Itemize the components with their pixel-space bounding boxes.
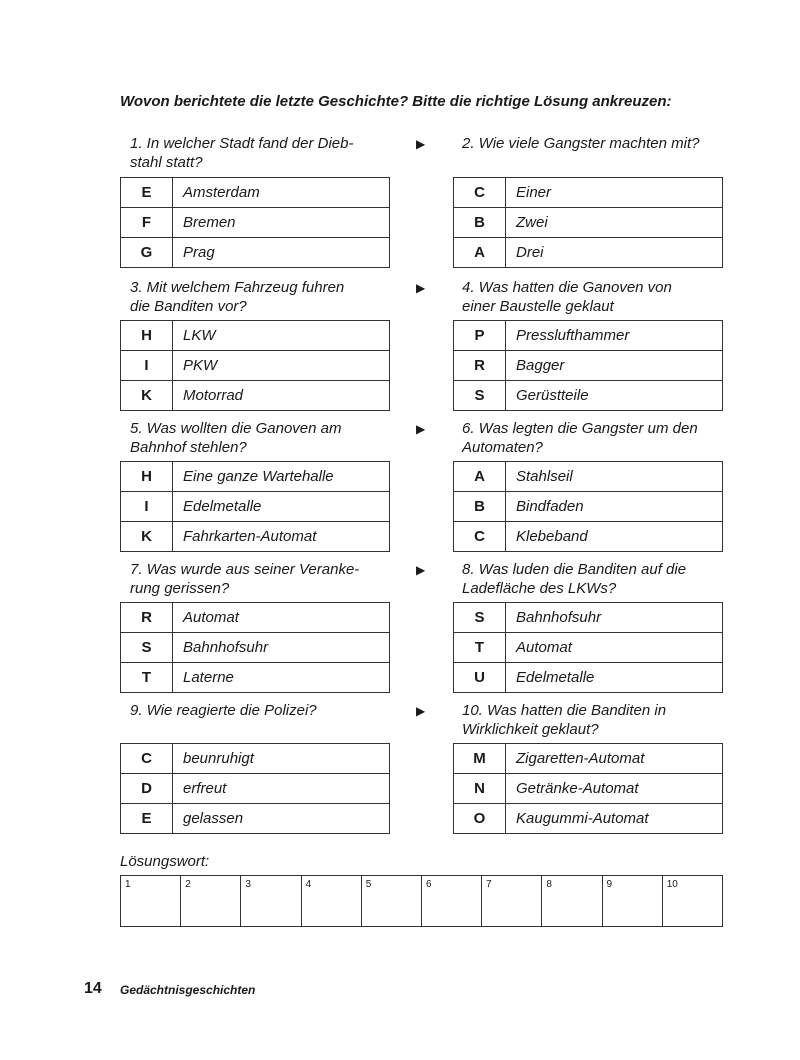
arrow-icon: ▶ [416,137,426,151]
loesungswort-cell[interactable]: 4 [301,876,361,927]
option-letter[interactable]: S [454,603,506,633]
option-letter[interactable]: O [454,804,506,834]
option-row[interactable] [121,208,390,238]
loesungswort-cell[interactable]: 2 [181,876,241,927]
option-letter[interactable]: D [121,774,173,804]
option-row[interactable] [454,381,723,411]
loesungswort-cell[interactable]: 8 [542,876,602,927]
question-1: 1. In welcher Stadt fand der Dieb- stahl statt? [130,135,354,171]
option-answer: Bahnhofsuhr [173,633,390,663]
option-answer: Kaugummi-Automat [506,804,723,834]
option-letter[interactable]: T [121,663,173,693]
option-row[interactable] [121,178,390,208]
option-letter[interactable]: B [454,208,506,238]
option-row[interactable] [454,522,723,552]
option-letter[interactable]: R [121,603,173,633]
option-letter[interactable]: G [121,238,173,268]
option-row[interactable] [121,351,390,381]
option-row[interactable] [121,603,390,633]
question-5: 5. Was wollten die Ganoven am Bahnhof stehlen? [130,420,342,456]
option-answer: PKW [173,351,390,381]
question-10: 10. Was hatten die Banditen in Wirklichkeit geklaut? [462,702,667,738]
options-table-3 [120,320,390,411]
page-heading: Wovon berichtete die letzte Geschichte? Bitte die richtige Lösung ankreuzen: [120,93,672,110]
option-answer: Einer [506,178,723,208]
options-table-9 [120,743,390,834]
options-table-8 [453,602,723,693]
options-table-2 [453,177,723,268]
option-row[interactable] [454,351,723,381]
option-answer: LKW [173,321,390,351]
option-row[interactable] [454,238,723,268]
option-answer: Bremen [173,208,390,238]
option-answer: Eine ganze Wartehalle [173,462,390,492]
option-row[interactable] [121,238,390,268]
option-letter[interactable]: C [454,178,506,208]
option-answer: Getränke-Automat [506,774,723,804]
option-letter[interactable]: U [454,663,506,693]
option-row[interactable] [121,774,390,804]
question-2: 2. Wie viele Gangster machten mit? [462,135,700,152]
option-row[interactable] [454,774,723,804]
options-table-10 [453,743,723,834]
option-letter[interactable]: I [121,351,173,381]
option-answer: Edelmetalle [506,663,723,693]
option-answer: Bahnhofsuhr [506,603,723,633]
option-row[interactable] [454,492,723,522]
option-row[interactable] [121,633,390,663]
option-row[interactable] [121,321,390,351]
option-letter[interactable]: R [454,351,506,381]
option-answer: Motorrad [173,381,390,411]
option-answer: Fahrkarten-Automat [173,522,390,552]
option-answer: Stahlseil [506,462,723,492]
option-letter[interactable]: E [121,804,173,834]
option-letter[interactable]: H [121,321,173,351]
book-title: Gedächtnisgeschichten [120,983,256,997]
option-answer: Edelmetalle [173,492,390,522]
option-row[interactable] [121,492,390,522]
option-letter[interactable]: A [454,462,506,492]
option-row[interactable] [121,663,390,693]
option-answer: Automat [173,603,390,633]
options-table-6 [453,461,723,552]
option-row[interactable] [454,321,723,351]
option-answer: Klebeband [506,522,723,552]
option-letter[interactable]: P [454,321,506,351]
loesungswort-cell[interactable]: 3 [241,876,301,927]
loesungswort-cell[interactable]: 6 [421,876,481,927]
option-letter[interactable]: A [454,238,506,268]
option-answer: Gerüstteile [506,381,723,411]
loesungswort-cell[interactable]: 9 [602,876,662,927]
option-letter[interactable]: F [121,208,173,238]
option-row[interactable] [454,744,723,774]
option-letter[interactable]: S [121,633,173,663]
option-answer: Zwei [506,208,723,238]
option-letter[interactable]: E [121,178,173,208]
option-row[interactable] [121,522,390,552]
option-answer: Presslufthammer [506,321,723,351]
option-row[interactable] [454,663,723,693]
question-6: 6. Was legten die Gangster um den Automaten? [462,420,698,456]
arrow-icon: ▶ [416,281,426,295]
option-row[interactable] [454,804,723,834]
option-row[interactable] [454,208,723,238]
loesungswort-cell[interactable]: 7 [482,876,542,927]
option-answer: Amsterdam [173,178,390,208]
option-row[interactable] [454,633,723,663]
option-row[interactable] [121,744,390,774]
option-letter[interactable]: H [121,462,173,492]
loesungswort-cell[interactable]: 10 [662,876,722,927]
option-letter[interactable]: T [454,633,506,663]
option-row[interactable] [454,462,723,492]
option-row[interactable] [121,804,390,834]
option-letter[interactable]: K [121,522,173,552]
option-answer: Laterne [173,663,390,693]
option-row[interactable] [121,462,390,492]
options-table-7 [120,602,390,693]
option-letter[interactable]: M [454,744,506,774]
arrow-icon: ▶ [416,563,426,577]
question-4: 4. Was hatten die Ganoven von einer Baustelle geklaut [462,279,672,315]
option-answer: Bindfaden [506,492,723,522]
option-answer: Prag [173,238,390,268]
question-3: 3. Mit welchem Fahrzeug fuhren die Banditen vor? [130,279,345,315]
question-7: 7. Was wurde aus seiner Veranke- rung gerissen? [130,561,360,597]
option-letter[interactable]: K [121,381,173,411]
loesungswort-cell[interactable]: 5 [361,876,421,927]
option-answer: gelassen [173,804,390,834]
arrow-icon: ▶ [416,704,426,718]
loesungswort-label: Lösungswort: [120,853,210,870]
loesungswort-grid [120,875,723,927]
option-answer: Zigaretten-Automat [506,744,723,774]
page-number: 14 [84,980,102,997]
option-letter[interactable]: B [454,492,506,522]
loesungswort-cell[interactable]: 1 [121,876,181,927]
option-answer: erfreut [173,774,390,804]
option-row[interactable] [121,381,390,411]
option-answer: Drei [506,238,723,268]
option-letter[interactable]: N [454,774,506,804]
options-table-5 [120,461,390,552]
arrow-icon: ▶ [416,422,426,436]
question-9: 9. Wie reagierte die Polizei? [130,702,317,719]
option-letter[interactable]: I [121,492,173,522]
option-letter[interactable]: S [454,381,506,411]
option-row[interactable] [454,178,723,208]
options-table-1 [120,177,390,268]
question-8: 8. Was luden die Banditen auf die Ladefläche des LKWs? [462,561,687,597]
option-answer: beunruhigt [173,744,390,774]
option-letter[interactable]: C [121,744,173,774]
option-letter[interactable]: C [454,522,506,552]
options-table-4 [453,320,723,411]
option-row[interactable] [454,603,723,633]
option-answer: Bagger [506,351,723,381]
loesungswort-row [121,876,723,927]
option-answer: Automat [506,633,723,663]
